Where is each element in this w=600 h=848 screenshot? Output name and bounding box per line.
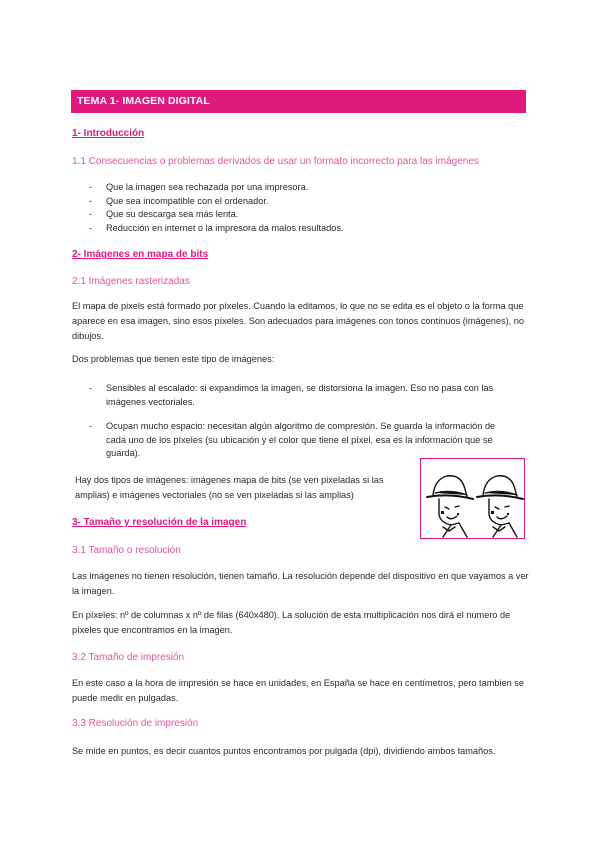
subheading-consecuencias: 1.1 Consecuencias o problemas derivados de usar un formato incorrecto para las imágenes bbox=[72, 156, 479, 167]
paragraph-dos-problemas: Dos problemas que tienen este tipo de imágenes: bbox=[72, 354, 275, 364]
list-item: - Que la imagen sea rechazada por una impresora. bbox=[89, 182, 309, 192]
two-hat-men-illustration-icon bbox=[421, 459, 526, 540]
subheading-tamano-o-resolucion: 3.1 Tamaño o resolución bbox=[72, 545, 181, 556]
title-banner bbox=[71, 90, 526, 113]
hat-men-figure bbox=[420, 458, 525, 539]
list-item: - Que sea incompatible con el ordenador. bbox=[89, 195, 269, 206]
paragraph-dos-tipos: Hay dos tipos de imágenes: imágenes mapa de bits (se ven pixeladas si las amplias) e imágenes vectoriales (no se ven pixeladas si las amplias) bbox=[75, 475, 384, 500]
paragraph-mapa-pixels: El mapa de pixels está formado por píxeles. Cuando la editamos, lo que no se edita es el objeto o la forma que aparece en esa imagen, sino esos píxeles. Son adecuados para imágenes con tonos continuos (imágenes), no dibujos. bbox=[72, 301, 525, 341]
paragraph-puntos-pulgada: Se mide en puntos, es decir cuantos puntos encontramos por pulgada (dpi), dividiendo ambos tamaños. bbox=[72, 746, 496, 756]
paragraph-en-pixeles: En píxeles: nº de columnas x nº de filas (640x480). La solución de esta multiplicación nos dirá el numero de píxeles que encontramos en la imagen. bbox=[72, 610, 511, 635]
heading-introduccion: 1- Introducción bbox=[72, 128, 145, 139]
list-item: - Reducción en internet o la impresora da malos resultados. bbox=[89, 222, 344, 233]
list-item: - Que su descarga sea más lenta. bbox=[89, 209, 239, 220]
heading-mapa-de-bits: 2- Imágenes en mapa de bits bbox=[72, 249, 209, 260]
paragraph-impresion-unidades: En este caso a la hora de impresión se hace en unidades, en España se hace en centímetros, pero tambien se puede medir en pulgadas. bbox=[72, 678, 524, 703]
subheading-tamano-impresion: 3.2 Tamaño de impresión bbox=[72, 652, 185, 663]
list-item: - Sensibles al escalado: si expandimos la imagen, se distorsiona la imagen. Eso no pasa con las imágenes vectoriales. bbox=[89, 383, 494, 407]
document-title: TEMA 1- IMAGEN DIGITAL bbox=[77, 95, 210, 107]
paragraph-sin-resolucion: Las imágenes no tienen resolución, tienen tamaño. La resolución depende del dispositivo en que vayamos a ver la imagen. bbox=[72, 571, 529, 596]
bullet-list-consecuencias bbox=[72, 181, 532, 235]
bullet-list-problemas bbox=[72, 382, 532, 461]
list-item: - Ocupan mucho espacio: necesitan algún algoritmo de compresión. Se guarda la información de cada uno de los píxeles (su ubicación y el color que tiene el píxel, esa es la información que se guarda). bbox=[89, 421, 496, 459]
subheading-resolucion-impresion: 3.3 Resolución de impresión bbox=[72, 718, 199, 729]
heading-tamano-resolucion: 3- Tamaño y resolución de la imagen bbox=[72, 517, 247, 528]
subheading-rasterizadas: 2.1 Imágenes rasterizadas bbox=[72, 276, 190, 287]
